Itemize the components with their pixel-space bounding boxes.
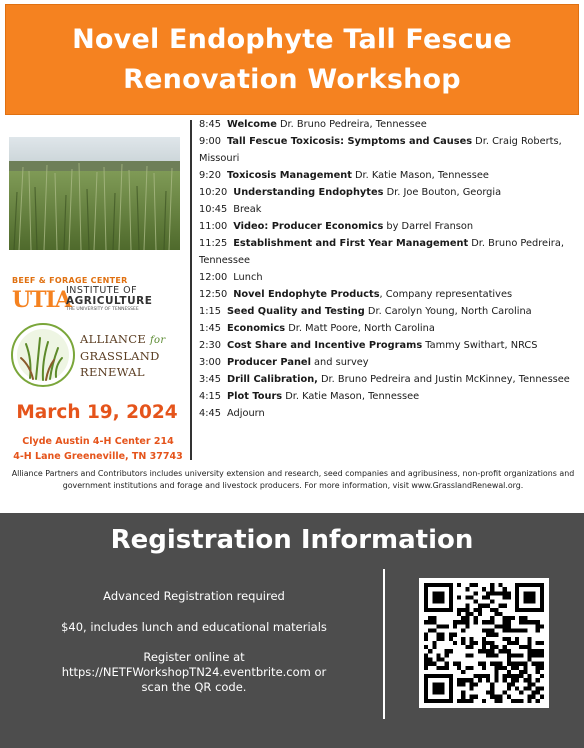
agenda-session-detail: Lunch [233, 272, 263, 283]
agenda-item [199, 354, 577, 371]
vertical-divider [190, 120, 192, 460]
agenda-session-detail: , Company representatives [379, 289, 513, 300]
agenda-session-title: Tall Fescue Toxicosis: Symptoms and Causes [227, 136, 473, 147]
agenda-time: 4:45 [199, 408, 221, 419]
agenda-session-detail: by Darrel Franson [383, 221, 474, 232]
agenda-session-detail: and survey [310, 357, 369, 368]
agenda-session-title: Toxicosis Management [227, 170, 352, 181]
title-line-1: Novel Endophyte Tall Fescue [72, 23, 512, 55]
scan-qr-text: scan the QR code. [141, 680, 247, 694]
event-date: March 19, 2024 [16, 402, 178, 423]
agenda-item [199, 337, 577, 354]
agenda-item [199, 133, 577, 167]
beef-forage-center-label: BEEF & FORAGE CENTER [12, 276, 128, 285]
agenda-session-title: Drill Calibration, [227, 374, 318, 385]
agenda-item [199, 235, 577, 269]
utia-logo [12, 276, 184, 318]
utia-institute-label: INSTITUTE OF [66, 285, 138, 296]
agenda-item [199, 388, 577, 405]
agenda-time: 3:45 [199, 374, 221, 385]
location-line-1: Clyde Austin 4-H Center 214 [22, 436, 174, 447]
agenda-session-detail: Dr. Craig Roberts, Missouri [199, 136, 562, 164]
agenda-session-title: Cost Share and Incentive Programs [227, 340, 423, 351]
agenda-time: 2:30 [199, 340, 221, 351]
agenda-time: 10:20 [199, 187, 228, 198]
agenda-session-detail: Dr. Bruno Pedreira, Tennessee [199, 238, 564, 266]
agenda-time: 10:45 [199, 204, 228, 215]
agenda-item [199, 116, 577, 133]
utia-mark: UTIA [12, 286, 71, 313]
register-online-text: Register online at [143, 650, 245, 664]
agenda-item [199, 303, 577, 320]
agenda-session-title: Novel Endophyte Products [233, 289, 380, 300]
renewal-word: RENEWAL [80, 365, 145, 379]
registration-url-link[interactable]: https://NETFWorkshopTN24.eventbrite.com or [61, 665, 327, 679]
title-line-2: Renovation Workshop [123, 63, 461, 95]
agenda-item [199, 269, 577, 286]
agenda-session-title: Establishment and First Year Management [233, 238, 469, 249]
alliance-word: ALLIANCE [80, 332, 151, 346]
alliance-grassland-renewal-logo [10, 322, 186, 390]
registration-section [0, 513, 584, 748]
agenda-time: 9:20 [199, 170, 221, 181]
agenda-session-detail: Dr. Katie Mason, Tennessee [351, 170, 489, 181]
agenda-item [199, 320, 577, 337]
agenda-session-title: Seed Quality and Testing [227, 306, 365, 317]
utia-university-label: THE UNIVERSITY OF TENNESSEE [66, 307, 139, 312]
agenda-time: 8:45 [199, 119, 221, 130]
agenda-item [199, 167, 577, 184]
utia-agriculture-label: AGRICULTURE [66, 295, 153, 307]
agenda-session-detail: Adjourn [227, 408, 265, 419]
agenda-session-title: Welcome [227, 119, 277, 130]
agenda-session-detail: Break [233, 204, 262, 215]
agenda-session-title: Producer Panel [227, 357, 311, 368]
grassland-word: GRASSLAND [80, 349, 160, 363]
agenda-item [199, 371, 577, 388]
tall-fescue-field-photo [9, 137, 180, 250]
agenda-session-detail: Dr. Bruno Pedreira, Tennessee [276, 119, 427, 130]
agenda-time: 11:00 [199, 221, 228, 232]
registration-required-text: Advanced Registration required [103, 589, 285, 603]
grass-circle-icon [10, 322, 76, 388]
registration-price-text: $40, includes lunch and educational materials [61, 620, 327, 634]
agenda-item [199, 286, 577, 303]
agenda-session-detail: Dr. Matt Poore, North Carolina [285, 323, 435, 334]
agenda-item [199, 201, 577, 218]
header-banner [5, 4, 579, 115]
agenda-session-title: Plot Tours [227, 391, 283, 402]
agenda-session-title: Video: Producer Economics [233, 221, 384, 232]
agenda-item [199, 405, 577, 422]
agenda-item [199, 184, 577, 201]
agenda-time: 4:15 [199, 391, 221, 402]
agenda-session-detail: Dr. Bruno Pedreira and Justin McKinney, Tennessee [317, 374, 570, 385]
agenda-time: 1:15 [199, 306, 221, 317]
alliance-for-word: for [150, 335, 166, 346]
agenda-session-title: Economics [227, 323, 286, 334]
agenda-session-detail: Dr. Carolyn Young, North Carolina [364, 306, 532, 317]
location-line-2: 4-H Lane Greeneville, TN 37743 [13, 451, 183, 462]
registration-divider [383, 569, 385, 719]
registration-title: Registration Information [110, 525, 474, 555]
agenda-session-detail: Dr. Katie Mason, Tennessee [282, 391, 420, 402]
registration-qr-code[interactable] [419, 578, 549, 708]
agenda-time: 1:45 [199, 323, 221, 334]
agenda-time: 3:00 [199, 357, 221, 368]
partners-note: Alliance Partners and Contributors includes university extension and research, seed companies and agribusiness, non-profit organizations and government institutions and forage and livestock producers. For more information, visit www.GrasslandRenewal.org. [11, 469, 575, 490]
agenda-time: 12:50 [199, 289, 228, 300]
event-location [6, 434, 190, 464]
agenda-time: 9:00 [199, 136, 221, 147]
agenda-item [199, 218, 577, 235]
agenda-time: 12:00 [199, 272, 228, 283]
agenda-time: 11:25 [199, 238, 228, 249]
agenda-list [199, 116, 577, 422]
agenda-session-detail: Tammy Swithart, NRCS [422, 340, 538, 351]
agenda-session-detail: Dr. Joe Bouton, Georgia [383, 187, 502, 198]
registration-details [10, 588, 378, 695]
agenda-session-title: Understanding Endophytes [233, 187, 384, 198]
